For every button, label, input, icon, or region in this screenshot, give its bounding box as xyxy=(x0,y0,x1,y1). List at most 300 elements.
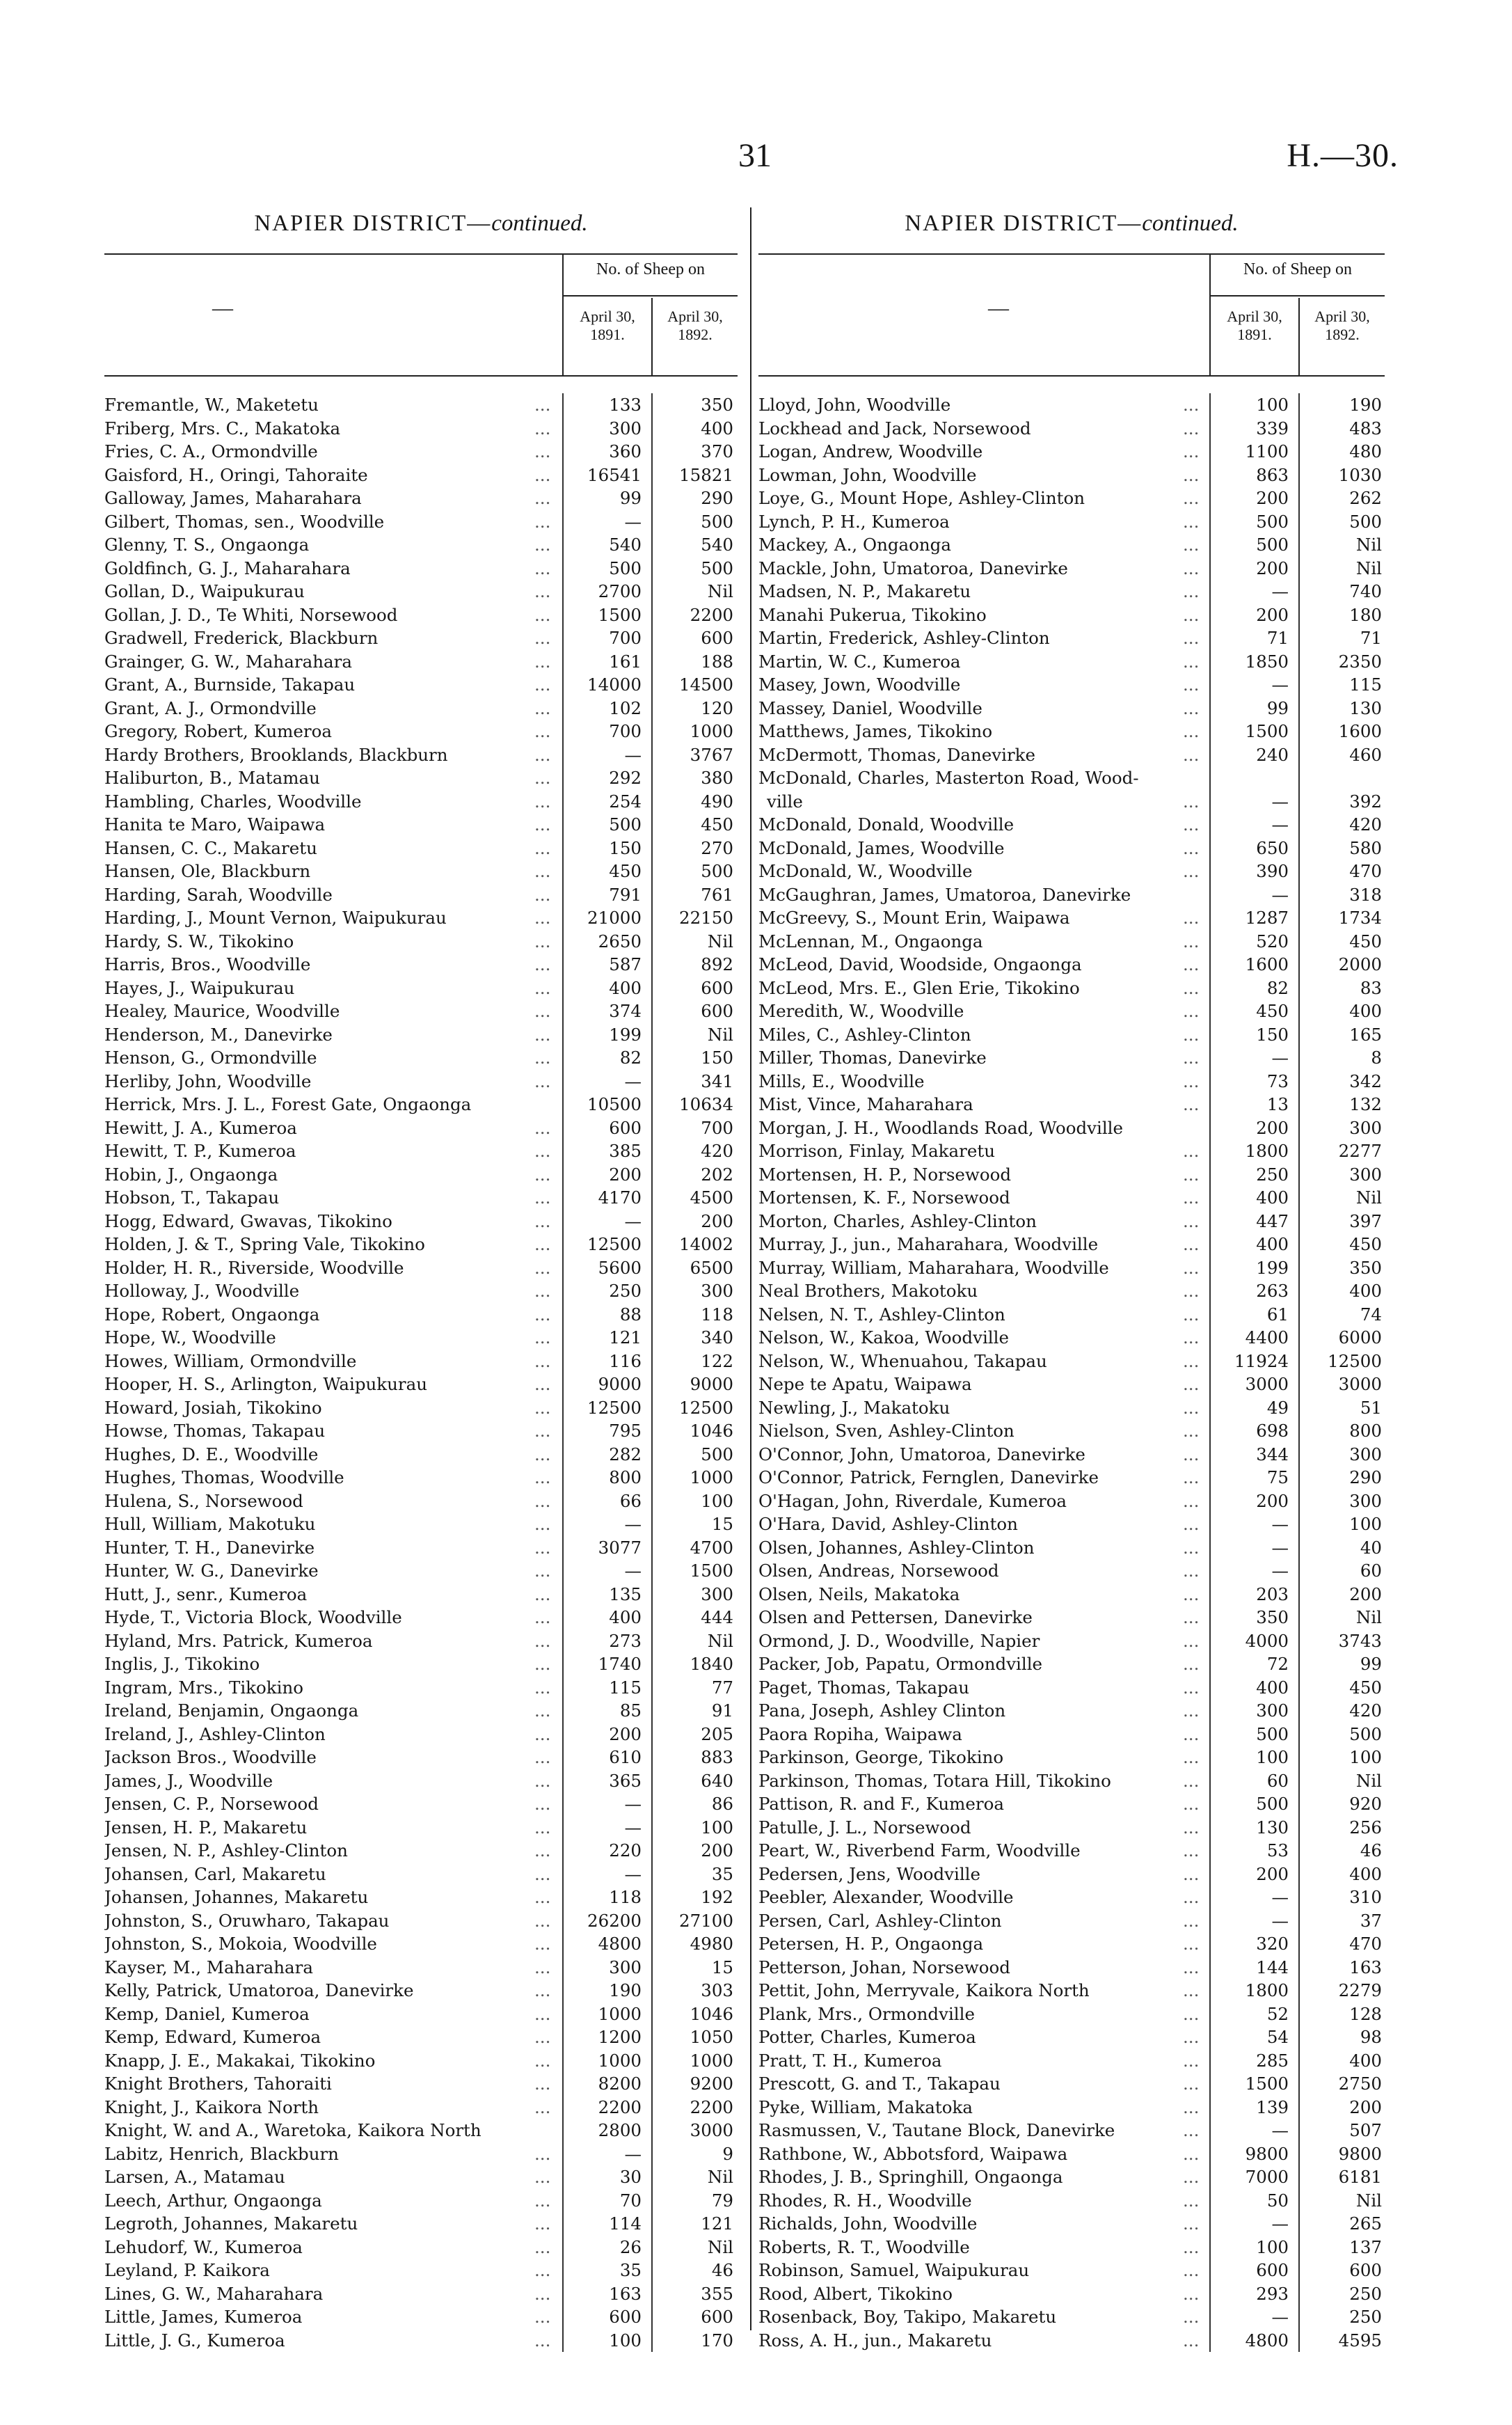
sheep-1892: 600 xyxy=(701,2307,733,2327)
leader-dots: ... xyxy=(1183,651,1200,672)
sheep-1891: 130 xyxy=(1256,1817,1289,1838)
leader-dots: ... xyxy=(534,1071,551,1091)
owner-name: Matthews, James, Tikokino xyxy=(758,721,993,741)
leader-dots: ... xyxy=(534,837,551,858)
sheep-1892: 250 xyxy=(1349,2307,1382,2327)
leader-dots: ... xyxy=(1183,1490,1200,1511)
sheep-1892: 500 xyxy=(701,861,733,881)
sheep-1891: 9000 xyxy=(598,1374,642,1394)
leader-dots: ... xyxy=(534,2260,551,2280)
table-row xyxy=(758,2329,1385,2353)
table-row xyxy=(104,743,738,767)
leader-dots: ... xyxy=(534,1770,551,1791)
leader-dots: ... xyxy=(534,2027,551,2047)
leader-dots: ... xyxy=(534,558,551,578)
sheep-1892: 920 xyxy=(1349,1794,1382,1814)
table-row xyxy=(758,487,1385,510)
sheep-1891: 163 xyxy=(609,2283,642,2304)
table-row xyxy=(758,743,1385,767)
sheep-1891: 4000 xyxy=(1245,1630,1289,1651)
sheep-1892: 14002 xyxy=(679,1234,733,1254)
sheep-1892: 130 xyxy=(1349,697,1382,718)
sheep-1892: 500 xyxy=(701,511,733,532)
sheep-1892: 22150 xyxy=(679,908,733,928)
table-row xyxy=(104,1396,738,1420)
leader-dots: ... xyxy=(1183,1934,1200,1954)
sheep-1892: 640 xyxy=(701,1770,733,1791)
table-row xyxy=(758,1326,1385,1350)
sheep-1891: 4400 xyxy=(1245,1327,1289,1348)
table-row xyxy=(104,1886,738,1909)
leader-dots: ... xyxy=(1183,791,1200,812)
leader-dots: ... xyxy=(534,791,551,812)
sheep-1892: 132 xyxy=(1349,1094,1382,1114)
sheep-1892: 355 xyxy=(701,2283,733,2304)
sheep-1891: 12500 xyxy=(587,1234,642,1254)
owner-name: O'Hara, David, Ashley-Clinton xyxy=(758,1514,1018,1534)
leader-dots: ... xyxy=(1183,1723,1200,1744)
table-row xyxy=(104,1233,738,1256)
leader-dots: ... xyxy=(534,1980,551,2000)
sheep-1892: Nil xyxy=(1355,558,1382,578)
sheep-1891: 114 xyxy=(609,2213,642,2234)
owner-name: Howse, Thomas, Takapau xyxy=(104,1421,326,1441)
sheep-1891: 385 xyxy=(609,1141,642,1161)
table-row xyxy=(104,790,738,814)
table-row xyxy=(104,1583,738,1606)
sheep-1892: Nil xyxy=(707,1024,733,1045)
table-row xyxy=(758,1000,1385,1023)
table-row xyxy=(758,1256,1385,1280)
column-header-1892: April 30, 1892. xyxy=(1314,308,1370,343)
sheep-1891: 82 xyxy=(1266,977,1289,998)
owner-name: Inglis, J., Tikokino xyxy=(104,1654,260,1674)
sheep-1892: 180 xyxy=(1349,604,1382,625)
sheep-1892: 250 xyxy=(1349,2283,1382,2304)
owner-name: Rathbone, W., Abbotsford, Waipawa xyxy=(758,2143,1068,2164)
table-row xyxy=(758,1070,1385,1093)
leader-dots: ... xyxy=(1183,1071,1200,1091)
page-reference: H.—30. xyxy=(1287,137,1399,174)
sheep-1891: 35 xyxy=(619,2260,642,2280)
sheep-1891: 863 xyxy=(1256,464,1289,485)
table-row xyxy=(758,440,1385,464)
table-row xyxy=(758,2096,1385,2119)
sheep-1892: 9200 xyxy=(690,2074,733,2094)
leader-dots: ... xyxy=(1183,2120,1200,2140)
owner-name: McDonald, W., Woodville xyxy=(758,861,973,881)
leader-dots: ... xyxy=(1183,2260,1200,2280)
table-row xyxy=(104,1792,738,1816)
sheep-1892: 420 xyxy=(701,1141,733,1161)
table-row xyxy=(104,1326,738,1350)
sheep-1892: 200 xyxy=(1349,1583,1382,1604)
owner-name: Paget, Thomas, Takapau xyxy=(758,1677,970,1698)
sheep-count-header: No. of Sheep on xyxy=(596,260,705,278)
table-row xyxy=(758,1093,1385,1116)
sheep-1891: — xyxy=(1271,2120,1289,2140)
owner-name: James, J., Woodville xyxy=(104,1770,273,1791)
table-row xyxy=(758,1816,1385,1840)
leader-dots: ... xyxy=(534,2074,551,2094)
owner-name: Labitz, Henrich, Blackburn xyxy=(104,2143,339,2164)
sheep-1892: 2000 xyxy=(1338,954,1382,974)
sheep-1892: 79 xyxy=(711,2190,733,2211)
owner-name: Pana, Joseph, Ashley Clinton xyxy=(758,1700,1006,1721)
owner-name: Johnston, S., Oruwharo, Takapau xyxy=(104,1910,390,1931)
sheep-1891: 400 xyxy=(1256,1677,1289,1698)
leader-dots: ... xyxy=(1183,1747,1200,1767)
owner-name: Goldfinch, G. J., Maharahara xyxy=(104,558,351,578)
sheep-1891: 360 xyxy=(609,441,642,461)
sheep-1891: 3000 xyxy=(1245,1374,1289,1394)
sheep-1891: 339 xyxy=(1256,418,1289,439)
owner-name: Fries, C. A., Ormondville xyxy=(104,441,318,461)
table-row xyxy=(758,603,1385,627)
table-row xyxy=(758,1746,1385,1769)
sheep-1892: 60 xyxy=(1360,1561,1382,1581)
sheep-1892: 15 xyxy=(711,1957,733,1977)
sheep-1891: — xyxy=(1271,2307,1289,2327)
leader-dots: ... xyxy=(534,1421,551,1441)
sheep-1891: 1850 xyxy=(1245,651,1289,672)
sheep-1892: 192 xyxy=(701,1887,733,1907)
sheep-1891: 3077 xyxy=(598,1537,642,1558)
table-row xyxy=(104,1210,738,1233)
owner-name: Peart, W., Riverbend Farm, Woodville xyxy=(758,1840,1081,1861)
sheep-1892: 2279 xyxy=(1338,1980,1382,2000)
table-row xyxy=(104,906,738,930)
sheep-1892: 392 xyxy=(1349,791,1382,812)
sheep-1891: 390 xyxy=(1256,861,1289,881)
owner-name: Hansen, Ole, Blackburn xyxy=(104,861,311,881)
name-column-header: — xyxy=(212,297,233,319)
sheep-1891: 4800 xyxy=(1245,2330,1289,2351)
sheep-1892: 200 xyxy=(701,1210,733,1231)
table-row xyxy=(104,2212,738,2236)
table-row xyxy=(104,2259,738,2282)
sheep-1892: 400 xyxy=(701,418,733,439)
owner-name: Hewitt, T. P., Kumeroa xyxy=(104,1141,296,1161)
table-row xyxy=(104,2096,738,2119)
sheep-1892: 40 xyxy=(1360,1537,1382,1558)
owner-name: Manahi Pukerua, Tikokino xyxy=(758,604,987,625)
sheep-1892: 1500 xyxy=(690,1561,733,1581)
leader-dots: ... xyxy=(1183,721,1200,741)
sheep-1892: 300 xyxy=(1349,1117,1382,1138)
owner-name: Hope, W., Woodville xyxy=(104,1327,276,1348)
leader-dots: ... xyxy=(1183,441,1200,461)
leader-dots: ... xyxy=(534,1350,551,1371)
sheep-1891: 99 xyxy=(1266,697,1289,718)
leader-dots: ... xyxy=(1183,1374,1200,1394)
leader-dots: ... xyxy=(534,1700,551,1721)
table-row xyxy=(758,720,1385,743)
owner-name: Hughes, Thomas, Woodville xyxy=(104,1467,344,1487)
sheep-1892: 188 xyxy=(701,651,733,672)
sheep-1891: — xyxy=(624,2143,642,2164)
sheep-1892: 380 xyxy=(701,768,733,788)
leader-dots: ... xyxy=(1183,604,1200,625)
sheep-1891: 1100 xyxy=(1245,441,1289,461)
table-row xyxy=(758,1723,1385,1746)
table-row xyxy=(104,1769,738,1793)
sheep-count-header: No. of Sheep on xyxy=(1243,260,1352,278)
district-heading: NAPIER DISTRICT—continued. xyxy=(905,211,1239,236)
table-row xyxy=(758,1839,1385,1863)
owner-name: McGaughran, James, Umatoroa, Danevirke xyxy=(758,884,1131,905)
table-row xyxy=(104,2189,738,2213)
leader-dots: ... xyxy=(534,2190,551,2211)
owner-name: Mackey, A., Ongaonga xyxy=(758,535,951,555)
owner-name: Hardy, S. W., Tikokino xyxy=(104,931,294,951)
owner-name: Patulle, J. L., Norsewood xyxy=(758,1817,971,1838)
sheep-1892: 262 xyxy=(1349,488,1382,508)
table-row xyxy=(758,1419,1385,1443)
sheep-1892: 100 xyxy=(1349,1514,1382,1534)
sheep-1891: 447 xyxy=(1256,1210,1289,1231)
leader-dots: ... xyxy=(1183,1770,1200,1791)
sheep-1891: 1287 xyxy=(1245,908,1289,928)
sheep-1892: 483 xyxy=(1349,418,1382,439)
table-row xyxy=(104,1023,738,1047)
leader-dots: ... xyxy=(534,535,551,555)
sheep-1891: 60 xyxy=(1266,1770,1289,1791)
table-row xyxy=(104,1000,738,1023)
leader-dots: ... xyxy=(1183,2074,1200,2094)
sheep-1891: 200 xyxy=(1256,558,1289,578)
sheep-1891: 292 xyxy=(609,768,642,788)
sheep-1892: 165 xyxy=(1349,1024,1382,1045)
sheep-1892: Nil xyxy=(1355,1187,1382,1208)
owner-name: Holder, H. R., Riverside, Woodville xyxy=(104,1257,404,1278)
owner-name: McGreevy, S., Mount Erin, Waipawa xyxy=(758,908,1070,928)
table-row xyxy=(104,1163,738,1187)
owner-name: Petterson, Johan, Norsewood xyxy=(758,1957,1010,1977)
table-row xyxy=(758,860,1385,883)
sheep-1892: Nil xyxy=(707,581,733,601)
sheep-1891: 1000 xyxy=(598,2003,642,2024)
table-row xyxy=(104,650,738,674)
leader-dots: ... xyxy=(1183,1234,1200,1254)
leader-dots: ... xyxy=(1183,2190,1200,2211)
sheep-1891: 200 xyxy=(1256,488,1289,508)
table-row xyxy=(104,1466,738,1490)
owner-name: Ireland, Benjamin, Ongaonga xyxy=(104,1700,359,1721)
leader-dots: ... xyxy=(534,1583,551,1604)
sheep-1891: — xyxy=(1271,1561,1289,1581)
leader-dots: ... xyxy=(534,2167,551,2187)
table-row xyxy=(758,1279,1385,1303)
leader-dots: ... xyxy=(534,1747,551,1767)
owner-name: Ingram, Mrs., Tikokino xyxy=(104,1677,303,1698)
sheep-1891: 500 xyxy=(609,814,642,835)
sheep-1892: 883 xyxy=(701,1747,733,1767)
table-row xyxy=(104,603,738,627)
sheep-1892: 450 xyxy=(1349,1234,1382,1254)
sheep-1892: 74 xyxy=(1360,1304,1382,1325)
owner-name: Hughes, D. E., Woodville xyxy=(104,1444,319,1464)
table-row xyxy=(104,930,738,954)
sheep-1891: 12500 xyxy=(587,1397,642,1418)
sheep-1892: 9800 xyxy=(1338,2143,1382,2164)
sheep-1892: 14500 xyxy=(679,674,733,695)
owner-name: Pettit, John, Merryvale, Kaikora North xyxy=(758,1980,1090,2000)
sheep-1891: 5600 xyxy=(598,1257,642,1278)
sheep-1891: 14000 xyxy=(587,674,642,695)
owner-name: Murray, William, Maharahara, Woodville xyxy=(758,1257,1109,1278)
sheep-1891: 2700 xyxy=(598,581,642,601)
sheep-1892: 490 xyxy=(701,791,733,812)
leader-dots: ... xyxy=(534,1444,551,1464)
leader-dots: ... xyxy=(534,814,551,835)
table-row xyxy=(104,2025,738,2049)
owner-name: Kemp, Daniel, Kumeroa xyxy=(104,2003,310,2024)
sheep-1891: — xyxy=(624,1071,642,1091)
sheep-1891: 100 xyxy=(1256,395,1289,415)
table-row xyxy=(758,1163,1385,1187)
leader-dots: ... xyxy=(534,488,551,508)
owner-name: Kemp, Edward, Kumeroa xyxy=(104,2027,321,2047)
sheep-1892: 71 xyxy=(1360,628,1382,648)
leader-dots: ... xyxy=(1183,1700,1200,1721)
sheep-1891: — xyxy=(624,1863,642,1884)
owner-name: McLennan, M., Ongaonga xyxy=(758,931,983,951)
table-row xyxy=(758,1139,1385,1163)
right-column xyxy=(758,209,1385,2352)
table-row xyxy=(104,1186,738,1210)
owner-name: McLeod, Mrs. E., Glen Erie, Tikokino xyxy=(758,977,1080,998)
leader-dots: ... xyxy=(534,1467,551,1487)
sheep-1892: 100 xyxy=(701,1817,733,1838)
leader-dots: ... xyxy=(1183,535,1200,555)
sheep-1892: 300 xyxy=(1349,1444,1382,1464)
owner-name: Hardy Brothers, Brooklands, Blackburn xyxy=(104,744,448,765)
table-row xyxy=(104,2329,738,2353)
leader-dots: ... xyxy=(1183,1164,1200,1185)
leader-dots: ... xyxy=(534,1910,551,1931)
sheep-1892: 400 xyxy=(1349,1001,1382,1021)
sheep-1892: 137 xyxy=(1349,2236,1382,2257)
table-row xyxy=(758,1210,1385,1233)
table-row xyxy=(104,1350,738,1373)
table-row xyxy=(758,1466,1385,1490)
leader-dots: ... xyxy=(1183,2027,1200,2047)
owner-name: Harding, Sarah, Woodville xyxy=(104,884,333,905)
owner-name: Olsen and Pettersen, Danevirke xyxy=(758,1607,1033,1627)
sheep-1892: 12500 xyxy=(1328,1350,1382,1371)
sheep-1892: 205 xyxy=(701,1723,733,1744)
sheep-1891: 700 xyxy=(609,628,642,648)
owner-name: Richalds, John, Woodville xyxy=(758,2213,978,2234)
sheep-1891: 10500 xyxy=(587,1094,642,1114)
sheep-1892: 200 xyxy=(701,1840,733,1861)
owner-name: Little, J. G., Kumeroa xyxy=(104,2330,285,2351)
table-row xyxy=(758,2142,1385,2166)
owner-name: Grainger, G. W., Maharahara xyxy=(104,651,352,672)
sheep-1892: 450 xyxy=(1349,931,1382,951)
sheep-1891: 150 xyxy=(609,837,642,858)
owner-name: Hunter, T. H., Danevirke xyxy=(104,1537,315,1558)
table-row xyxy=(758,837,1385,860)
owner-name: Knapp, J. E., Makakai, Tikokino xyxy=(104,2050,376,2071)
sheep-1892: 99 xyxy=(1360,1654,1382,1674)
leader-dots: ... xyxy=(534,1514,551,1534)
table-row xyxy=(104,2049,738,2073)
owner-name: Hyde, T., Victoria Block, Woodville xyxy=(104,1607,402,1627)
leader-dots: ... xyxy=(534,2096,551,2117)
owner-name: McDonald, Donald, Woodville xyxy=(758,814,1014,835)
leader-dots: ... xyxy=(1183,1141,1200,1161)
owner-name: Johansen, Johannes, Makaretu xyxy=(104,1887,369,1907)
table-row xyxy=(758,930,1385,954)
sheep-1892: 10634 xyxy=(679,1094,733,1114)
leader-dots: ... xyxy=(1183,1304,1200,1325)
sheep-1891: — xyxy=(1271,1537,1289,1558)
column-header-1891: April 30, 1891. xyxy=(580,308,635,343)
leader-dots: ... xyxy=(534,1164,551,1185)
sheep-1892: 1050 xyxy=(690,2027,733,2047)
owner-name: Nelsen, N. T., Ashley-Clinton xyxy=(758,1304,1005,1325)
leader-dots: ... xyxy=(534,1561,551,1581)
sheep-1891: 400 xyxy=(609,977,642,998)
leader-dots: ... xyxy=(1183,1514,1200,1534)
owner-name: Morton, Charles, Ashley-Clinton xyxy=(758,1210,1037,1231)
sheep-1891: 587 xyxy=(609,954,642,974)
table-row xyxy=(758,1792,1385,1816)
owner-name: Logan, Andrew, Woodville xyxy=(758,441,983,461)
sheep-1891: 400 xyxy=(609,1607,642,1627)
sheep-1891: 240 xyxy=(1256,744,1289,765)
sheep-1892: 290 xyxy=(1349,1467,1382,1487)
sheep-1891: 150 xyxy=(1256,1024,1289,1045)
sheep-1892: 290 xyxy=(701,488,733,508)
table-row xyxy=(104,697,738,720)
leader-dots: ... xyxy=(534,884,551,905)
sheep-1891: 100 xyxy=(1256,2236,1289,2257)
table-row xyxy=(758,2259,1385,2282)
sheep-1892: 1840 xyxy=(690,1654,733,1674)
sheep-1892: 3000 xyxy=(690,2120,733,2140)
owner-name: Hobin, J., Ongaonga xyxy=(104,1164,278,1185)
sheep-1891: 2650 xyxy=(598,931,642,951)
leader-dots: ... xyxy=(534,1024,551,1045)
table-row xyxy=(104,1746,738,1769)
owner-name: Knight, J., Kaikora North xyxy=(104,2096,319,2117)
table-row xyxy=(104,440,738,464)
leader-dots: ... xyxy=(534,2307,551,2327)
sheep-1892: 118 xyxy=(701,1304,733,1325)
leader-dots: ... xyxy=(534,2283,551,2304)
sheep-1891: 1500 xyxy=(1245,2074,1289,2094)
leader-dots: ... xyxy=(1183,1001,1200,1021)
sheep-1892: 200 xyxy=(1349,2096,1382,2117)
owner-name: Galloway, James, Maharahara xyxy=(104,488,362,508)
sheep-1891: — xyxy=(1271,1887,1289,1907)
leader-dots: ... xyxy=(534,1141,551,1161)
leader-dots: ... xyxy=(534,581,551,601)
leader-dots: ... xyxy=(534,441,551,461)
sheep-1892: 100 xyxy=(701,1490,733,1511)
sheep-1892: 892 xyxy=(701,954,733,974)
table-row xyxy=(104,2282,738,2306)
header-rule xyxy=(562,295,738,297)
sheep-1891: 4800 xyxy=(598,1934,642,1954)
sheep-1891: 400 xyxy=(1256,1187,1289,1208)
owner-name: Gilbert, Thomas, sen., Woodville xyxy=(104,511,385,532)
owner-name: Gregory, Robert, Kumeroa xyxy=(104,721,332,741)
sheep-1892: 300 xyxy=(701,1281,733,1301)
